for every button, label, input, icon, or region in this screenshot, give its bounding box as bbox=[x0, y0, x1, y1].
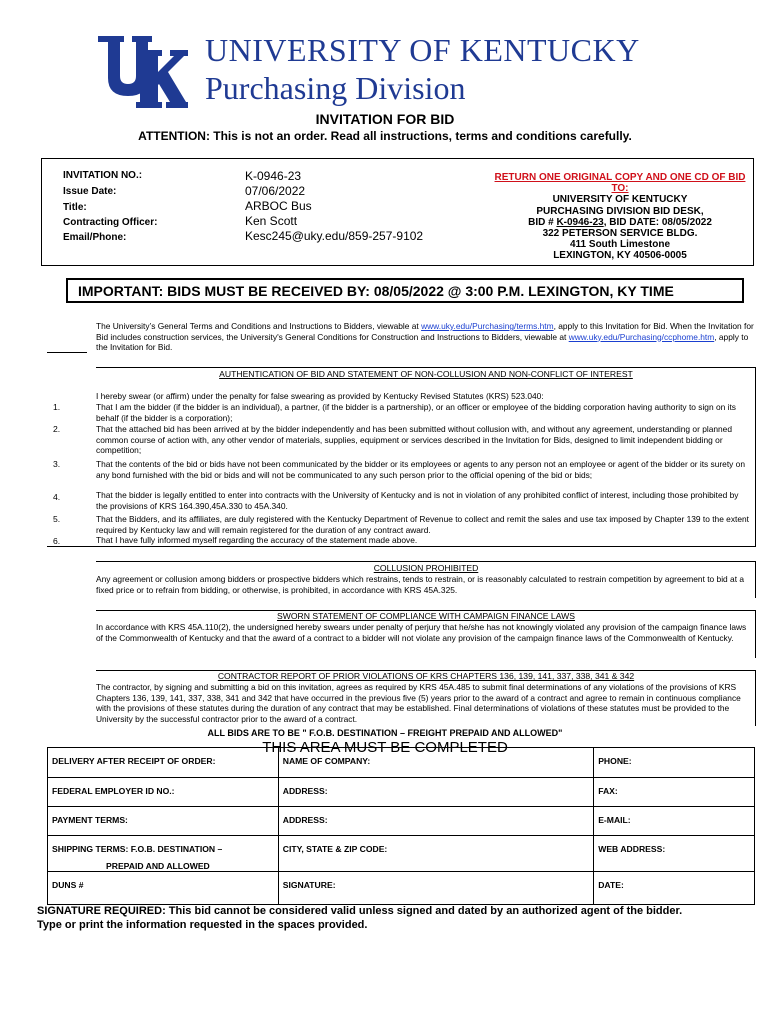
auth-item-5: That the Bidders, and its affiliates, are duly registered with the Kentucky Department of Revenue to collect and remit the sales and use tax imposed by Chapter 139 to the extent required by Kentucky law and will remain registered for the duration of any contract award. bbox=[96, 514, 749, 535]
division-name: Purchasing Division bbox=[205, 70, 466, 106]
label-issue-date: Issue Date: bbox=[63, 186, 117, 197]
divider bbox=[47, 352, 87, 353]
bid-number: K-0946-23 bbox=[556, 216, 604, 228]
fob-notice: ALL BIDS ARE TO BE " F.O.B. DESTINATION – FREIGHT PREPAID AND ALLOWED" bbox=[207, 728, 563, 738]
company-name-field[interactable]: NAME OF COMPANY: bbox=[278, 748, 593, 778]
ccp-link[interactable]: www.uky.edu/Purchasing/ccphome.htm bbox=[568, 331, 715, 342]
return-title: RETURN ONE ORIGINAL COPY AND ONE CD OF BID TO: bbox=[494, 172, 746, 195]
table-row bbox=[48, 807, 755, 836]
table-row bbox=[48, 872, 755, 905]
web-address-field[interactable]: WEB ADDRESS: bbox=[594, 836, 755, 872]
table-row bbox=[48, 778, 755, 807]
contractor-heading: CONTRACTOR REPORT OF PRIOR VIOLATIONS OF KRS CHAPTERS 136, 139, 141, 337, 338, 341 & 342 bbox=[217, 671, 635, 681]
item-number: 4. bbox=[53, 492, 61, 502]
auth-item-4: That the bidder is legally entitled to enter into contracts with the University of Kentucky and is not in violation of any prohibited conflict of interest, including those prohibited by the provisions of KRS 164.390,45A.330 to 45A.340. bbox=[96, 490, 739, 511]
email-field[interactable]: E-MAIL: bbox=[594, 807, 755, 836]
issue-date-value: 07/06/2022 bbox=[245, 184, 306, 198]
must-complete-heading: THIS AREA MUST BE COMPLETED bbox=[262, 739, 508, 756]
title-value: ARBOC Bus bbox=[245, 199, 312, 213]
duns-field[interactable]: DUNS # bbox=[48, 872, 279, 905]
label-email-phone: Email/Phone: bbox=[63, 232, 127, 243]
email-phone-value: Kesc245@uky.edu/859-257-9102 bbox=[245, 229, 424, 243]
invitation-no-value: K-0946-23 bbox=[245, 169, 302, 183]
contractor-text: The contractor, by signing and submitting a bid on this invitation, agrees as required by KRS 45A.485 to submit final determinations of any violations of the provisions of KRS Chapters 136, 139, 141, 337, 338, 341 and 342 that have occurred in the previous five (5) years prior to the award of a contract and agree to remain in continuous compliance with the provisions of these statutes during the duration of any contract that may be established. Final determinations of violations of these statutes must be provided to the University by the successful contractor prior to the award of a contract. bbox=[96, 682, 741, 724]
sworn-text: In accordance with KRS 45A.110(2), the undersigned hereby swears under penalty of perjury that he/she has not knowingly violated any provision of the campaign finance laws of the Commonwealth of Kentucky and that the award of a contract to a bidder will not violate any provision of the campaign finance laws of the Commonwealth of Kentucky. bbox=[96, 622, 747, 643]
label-title: Title: bbox=[63, 202, 87, 213]
auth-item-1: That I am the bidder (if the bidder is an individual), a partner, (if the bidder is a partnership), or an officer or employee of the bidding corporation having authority to sign on its behalf (if the bidder is a corporation); bbox=[96, 402, 736, 423]
label-invitation-no: INVITATION NO.: bbox=[63, 170, 143, 181]
return-instructions bbox=[490, 172, 750, 262]
return-line-5: 411 South Limestone bbox=[569, 239, 671, 251]
payment-terms-field[interactable]: PAYMENT TERMS: bbox=[48, 807, 279, 836]
label-contracting-officer: Contracting Officer: bbox=[63, 217, 158, 228]
address-2-field[interactable]: ADDRESS: bbox=[278, 807, 593, 836]
collusion-text: Any agreement or collusion among bidders or prospective bidders which restrains, tends to restrain, or is reasonably calculated to restrain competition by agreement to bid at a fixed price or to refrain from bidding, or otherwise, is prohibited, in accordance with KRS 45A.325. bbox=[96, 574, 745, 595]
return-line-2: PURCHASING DIVISION BID DESK, bbox=[536, 205, 704, 217]
terms-link[interactable]: www.uky.edu/Purchasing/terms.htm bbox=[421, 321, 554, 331]
important-deadline: IMPORTANT: BIDS MUST BE RECEIVED BY: 08/05/2022 @ 3:00 P.M. LEXINGTON, KY TIME bbox=[66, 278, 744, 303]
item-number: 5. bbox=[53, 514, 61, 524]
item-number: 6. bbox=[53, 536, 61, 546]
return-bid-line: BID # K-0946-23, BID DATE: 08/05/2022 bbox=[528, 216, 712, 228]
attention-notice: ATTENTION: This is not an order. Read all instructions, terms and conditions carefully. bbox=[138, 129, 632, 143]
collusion-heading: COLLUSION PROHIBITED bbox=[373, 563, 479, 573]
table-row bbox=[48, 836, 755, 872]
section-rule-vertical bbox=[755, 367, 756, 547]
bidder-info-form bbox=[47, 747, 755, 905]
sworn-heading: SWORN STATEMENT OF COMPLIANCE WITH CAMPAIGN FINANCE LAWS bbox=[277, 611, 575, 621]
auth-item-3: That the contents of the bid or bids have not been communicated by the bidder or its employees or agents to any person not an employee or agent of the bidder or its surety on any bond furnished with the bid or bids and will not be communicated to any such person prior to the official opening of the bid or bids; bbox=[96, 459, 745, 480]
item-number: 3. bbox=[53, 459, 61, 469]
terms-paragraph: The University’s General Terms and Conditions and Instructions to Bidders, viewable at www.uky.edu/Purchasing/terms.htm, apply to this Invitation for Bid. When the Invitation for Bid includes construction services, the University's General Conditions for Construction and Instructions to Bidders, viewable at www.uky.edu/Purchasing/ccphome.htm, apply to the Invitation for Bid. bbox=[96, 321, 754, 352]
return-line-1: UNIVERSITY OF KENTUCKY bbox=[552, 194, 688, 206]
return-line-6: LEXINGTON, KY 40506-0005 bbox=[553, 250, 687, 262]
item-number: 1. bbox=[53, 402, 61, 412]
fax-field[interactable]: FAX: bbox=[594, 778, 755, 807]
signature-field[interactable]: SIGNATURE: bbox=[278, 872, 593, 905]
table-row bbox=[48, 748, 755, 778]
auth-heading: AUTHENTICATION OF BID AND STATEMENT OF NON-COLLUSION AND NON-CONFLICT OF INTEREST bbox=[219, 369, 633, 379]
address-field[interactable]: ADDRESS: bbox=[278, 778, 593, 807]
contracting-officer-value: Ken Scott bbox=[245, 214, 298, 228]
return-line-4: 322 PETERSON SERVICE BLDG. bbox=[542, 228, 698, 240]
auth-item-6: That I have fully informed myself regarding the accuracy of the statement made above. bbox=[96, 535, 418, 545]
federal-id-field[interactable]: FEDERAL EMPLOYER ID NO.: bbox=[48, 778, 279, 807]
svg-text:UK: UK bbox=[96, 32, 98, 33]
city-state-zip-field[interactable]: CITY, STATE & ZIP CODE: bbox=[278, 836, 593, 872]
section-rule bbox=[96, 561, 756, 562]
section-rule bbox=[96, 367, 756, 368]
phone-field[interactable]: PHONE: bbox=[594, 748, 755, 778]
type-print-text: Type or print the information requested in the spaces provided. bbox=[37, 919, 368, 931]
uk-logo bbox=[96, 32, 188, 110]
item-number: 2. bbox=[53, 424, 61, 434]
auth-intro: I hereby swear (or affirm) under the penalty for false swearing as provided by Kentucky Revised Statutes (KRS) 523.040: bbox=[96, 391, 544, 401]
shipping-terms-field[interactable]: SHIPPING TERMS: F.O.B. DESTINATION – PREPAID AND ALLOWED bbox=[48, 836, 279, 872]
auth-item-2: That the attached bid has been arrived at by the bidder independently and has been submitted without collusion with, and without any agreement, understanding or planned common course of action with, any other vendor of materials, supplies, equipment or services described in the Invitation for Bids, designed to limit independent bidding or competition; bbox=[96, 424, 732, 455]
section-rule bbox=[47, 546, 756, 547]
signature-required-text: SIGNATURE REQUIRED: This bid cannot be considered valid unless signed and dated by an authorized agent of the bidder. bbox=[37, 905, 683, 917]
delivery-field[interactable]: DELIVERY AFTER RECEIPT OF ORDER: bbox=[48, 748, 279, 778]
university-name: UNIVERSITY OF KENTUCKY bbox=[205, 32, 640, 68]
date-field[interactable]: DATE: bbox=[594, 872, 755, 905]
document-title: INVITATION FOR BID bbox=[315, 111, 455, 127]
signature-required-notice bbox=[37, 904, 757, 932]
